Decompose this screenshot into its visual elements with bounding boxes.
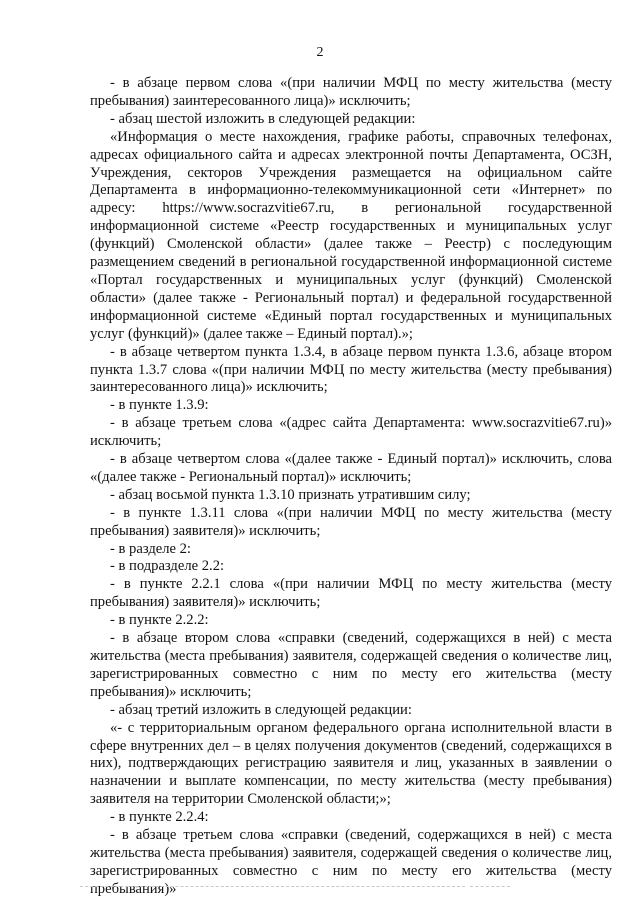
paragraph: - в пункте 1.3.9: <box>110 397 209 414</box>
paragraph: - в подразделе 2.2: <box>110 558 225 575</box>
paragraph: - абзац третий изложить в следующей редакции: <box>110 701 412 718</box>
paragraph: - в абзаце четвертом пункта 1.3.4, в абзаце первом пункта 1.3.6, абзаце втором пункта 1.3.7 слова «(при наличии МФЦ по месту жительства (месту пребывания) заинтересованного лица)» исключить; <box>90 343 612 396</box>
document-body <box>90 75 612 899</box>
paragraph: - в абзаце втором слова «справки (сведений, содержащихся в ней) с места жительства (места пребывания) заявителя, содержащей сведения о количестве лиц, зарегистрированных совместно с ним по месту его жительства (месту пребывания)» исключить; <box>90 630 612 700</box>
paragraph: - в пункте 2.2.4: <box>110 809 209 826</box>
paragraph: - в абзаце третьем слова «справки (сведений, содержащихся в ней) с места жительства (места пребывания) заявителя, содержащей сведения о количестве лиц, зарегистрированных совместно с ним по месту его жительства (месту пребывания)» <box>90 827 612 897</box>
footer-divider <box>470 886 510 887</box>
paragraph: - в абзаце первом слова «(при наличии МФЦ по месту жительства (месту пребывания) заинтересованного лица)» исключить; <box>90 75 612 109</box>
paragraph: «- с территориальным органом федерального органа исполнительной власти в сфере внутренних дел – в целях получения документов (сведений, содержащихся в них), подтверждающих регистрацию заявителя и лиц, указанных в заявлении о назначении и выплате компенсации, по месту жительства (месту пребывания) заявителя на территории Смоленской области;»; <box>90 719 612 808</box>
page-number: 2 <box>316 45 324 60</box>
paragraph: - в разделе 2: <box>110 540 191 557</box>
paragraph: «Информация о месте нахождения, графике работы, справочных телефонах, адресах официального сайта и адресах электронной почты Департамента, ОСЗН, Учреждения, секторов Учреждения размещается на официальном сайте Департамента в информационно-телекоммуникационной сети «Интернет» по адресу: https://www.socrazvitie67.ru, в региональной государственной информационной системе «Реестр государственных и муниципальных услуг (функций) Смоленской области» (далее также – Реестр) с последующим размещением сведений в региональной государственной информационной системе «Портал государственных и муниципальных услуг (функций) Смоленской области» (далее также - Региональный портал) и федеральной государственной информационной системе «Единый портал государственных и муниципальных услуг (функций)» (далее также – Единый портал).»; <box>90 128 612 342</box>
paragraph: - в пункте 2.2.1 слова «(при наличии МФЦ по месту жительства (месту пребывания) заявителя)» исключить; <box>90 576 612 611</box>
paragraph: - в абзаце третьем слова «(адрес сайта Департамента: www.socrazvitie67.ru)» исключить; <box>90 415 612 450</box>
footer-divider <box>80 886 465 887</box>
paragraph: - в абзаце четвертом слова «(далее также - Единый портал)» исключить, слова «(далее также - Региональный портал)» исключить; <box>90 451 612 485</box>
paragraph: - в пункте 2.2.2: <box>110 612 209 629</box>
paragraph: - абзац восьмой пункта 1.3.10 признать утратившим силу; <box>110 486 471 503</box>
paragraph: - абзац шестой изложить в следующей редакции: <box>110 110 416 127</box>
paragraph: - в пункте 1.3.11 слова «(при наличии МФЦ по месту жительства (месту пребывания) заявителя)» исключить; <box>90 504 612 539</box>
